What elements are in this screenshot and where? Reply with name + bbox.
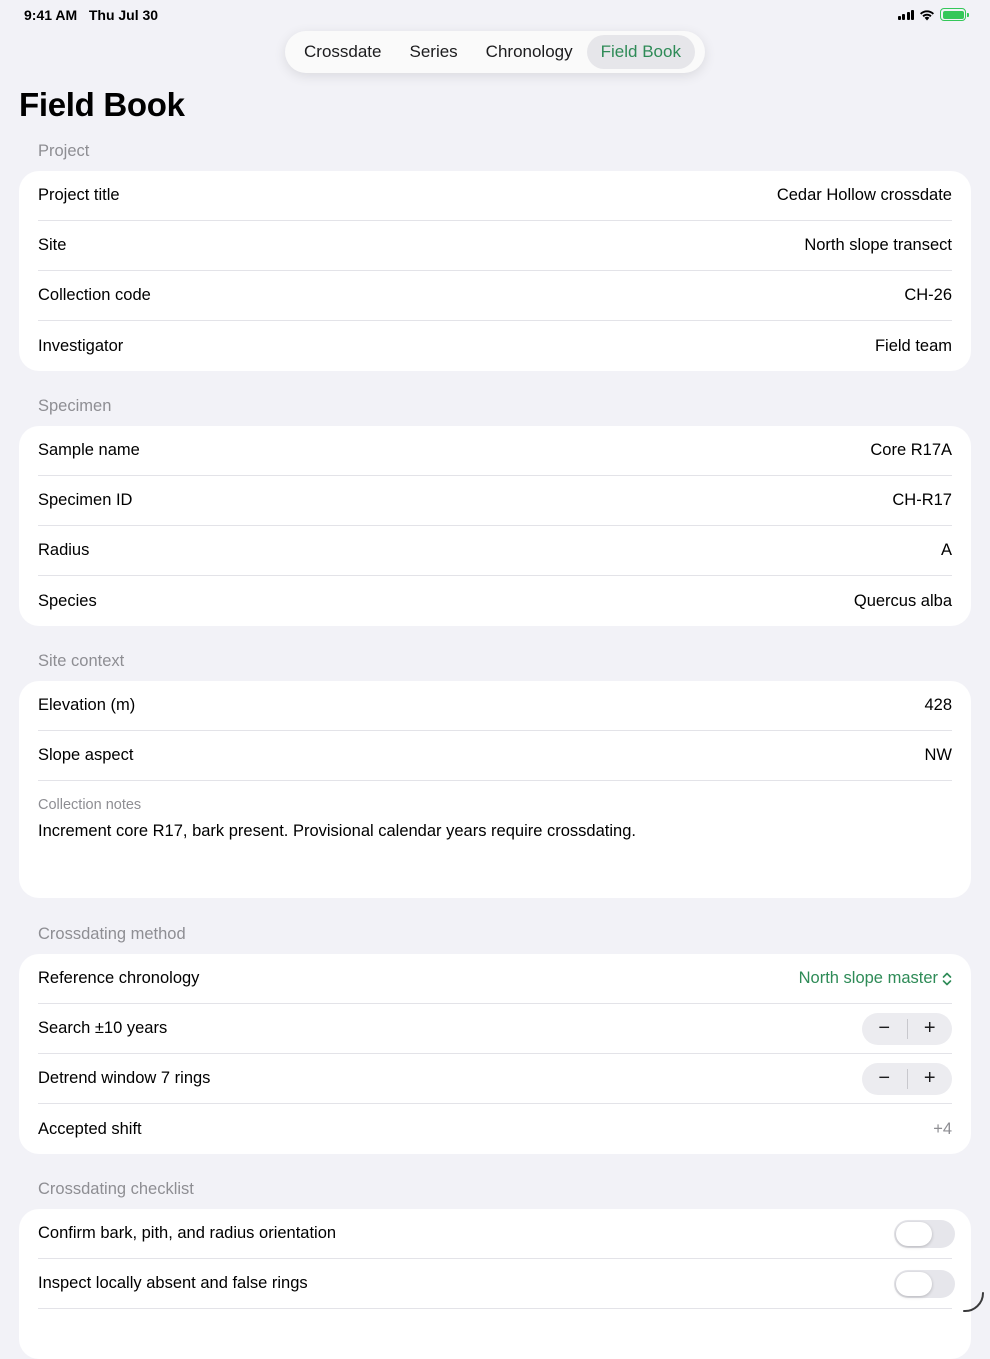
row-label: Radius <box>38 541 89 560</box>
row-label: Specimen ID <box>38 491 132 510</box>
collection-code-value[interactable]: CH-26 <box>904 286 952 305</box>
collection-notes-text[interactable]: Increment core R17, bark present. Provisional calendar years require crossdating. <box>38 822 952 841</box>
accepted-shift-value: +4 <box>933 1120 952 1139</box>
resize-handle-icon[interactable] <box>962 1290 986 1314</box>
crossdating-method-card <box>19 954 971 1154</box>
project-title-row[interactable] <box>38 171 952 221</box>
row-label: Slope aspect <box>38 746 133 765</box>
collection-notes-label: Collection notes <box>38 797 952 813</box>
row-label: Investigator <box>38 337 123 356</box>
tab-series[interactable]: Series <box>395 35 471 69</box>
search-decrement-button[interactable]: − <box>862 1013 907 1045</box>
reference-chronology-row <box>38 954 952 1004</box>
status-date: Thu Jul 30 <box>89 7 158 23</box>
detrend-window-stepper <box>862 1063 952 1095</box>
radius-row[interactable] <box>38 526 952 576</box>
confirm-orientation-toggle[interactable] <box>894 1220 955 1248</box>
status-icons <box>898 8 967 21</box>
project-title-value[interactable]: Cedar Hollow crossdate <box>777 186 952 205</box>
collection-notes-field[interactable] <box>38 781 952 841</box>
section-header-specimen: Specimen <box>38 397 111 416</box>
section-header-site-context: Site context <box>38 652 124 671</box>
elevation-value[interactable]: 428 <box>924 696 952 715</box>
row-label: Collection code <box>38 286 151 305</box>
tab-crossdate[interactable]: Crossdate <box>290 35 395 69</box>
checklist-item-label: Confirm bark, pith, and radius orientation <box>38 1224 336 1243</box>
top-tab-bar <box>285 31 705 73</box>
species-row[interactable] <box>38 576 952 626</box>
battery-icon <box>940 8 966 21</box>
specimen-id-row[interactable] <box>38 476 952 526</box>
section-header-project: Project <box>38 142 89 161</box>
row-label: Elevation (m) <box>38 696 135 715</box>
site-value[interactable]: North slope transect <box>804 236 952 255</box>
sample-name-row[interactable] <box>38 426 952 476</box>
tab-chronology[interactable]: Chronology <box>472 35 587 69</box>
section-header-crossdating-checklist: Crossdating checklist <box>38 1180 194 1199</box>
row-label: Reference chronology <box>38 969 199 988</box>
reference-chronology-picker[interactable] <box>799 969 952 988</box>
row-label: Detrend window 7 rings <box>38 1069 210 1088</box>
status-bar <box>0 0 990 30</box>
cellular-signal-icon <box>898 9 915 20</box>
row-label: Accepted shift <box>38 1120 142 1139</box>
reference-chronology-value: North slope master <box>799 969 938 988</box>
section-header-crossdating-method: Crossdating method <box>38 925 186 944</box>
species-value[interactable]: Quercus alba <box>854 592 952 611</box>
elevation-row[interactable] <box>38 681 952 731</box>
inspect-rings-toggle[interactable] <box>894 1270 955 1298</box>
investigator-value[interactable]: Field team <box>875 337 952 356</box>
investigator-row[interactable] <box>38 321 952 371</box>
slope-aspect-value[interactable]: NW <box>925 746 953 765</box>
row-label: Sample name <box>38 441 140 460</box>
detrend-window-row <box>38 1054 952 1104</box>
search-increment-button[interactable]: + <box>908 1013 953 1045</box>
checklist-item <box>38 1209 952 1259</box>
project-card <box>19 171 971 371</box>
row-label: Search ±10 years <box>38 1019 167 1038</box>
status-clock: 9:41 AM <box>24 7 77 23</box>
detrend-decrement-button[interactable]: − <box>862 1063 907 1095</box>
specimen-card <box>19 426 971 626</box>
search-window-stepper <box>862 1013 952 1045</box>
accepted-shift-row <box>38 1104 952 1154</box>
sample-name-value[interactable]: Core R17A <box>870 441 952 460</box>
site-context-card <box>19 681 971 898</box>
crossdating-checklist-card <box>19 1209 971 1359</box>
site-row[interactable] <box>38 221 952 271</box>
row-label: Site <box>38 236 66 255</box>
row-label: Project title <box>38 186 120 205</box>
wifi-icon <box>919 9 935 21</box>
checklist-item-label: Inspect locally absent and false rings <box>38 1274 308 1293</box>
slope-aspect-row[interactable] <box>38 731 952 781</box>
page-title: Field Book <box>19 86 185 124</box>
specimen-id-value[interactable]: CH-R17 <box>892 491 952 510</box>
search-window-row <box>38 1004 952 1054</box>
radius-value[interactable]: A <box>941 541 952 560</box>
chevron-up-down-icon <box>942 971 952 987</box>
status-time <box>24 7 158 23</box>
tab-field-book[interactable]: Field Book <box>587 35 695 69</box>
collection-code-row[interactable] <box>38 271 952 321</box>
row-label: Species <box>38 592 97 611</box>
detrend-increment-button[interactable]: + <box>908 1063 953 1095</box>
checklist-item <box>38 1259 952 1309</box>
